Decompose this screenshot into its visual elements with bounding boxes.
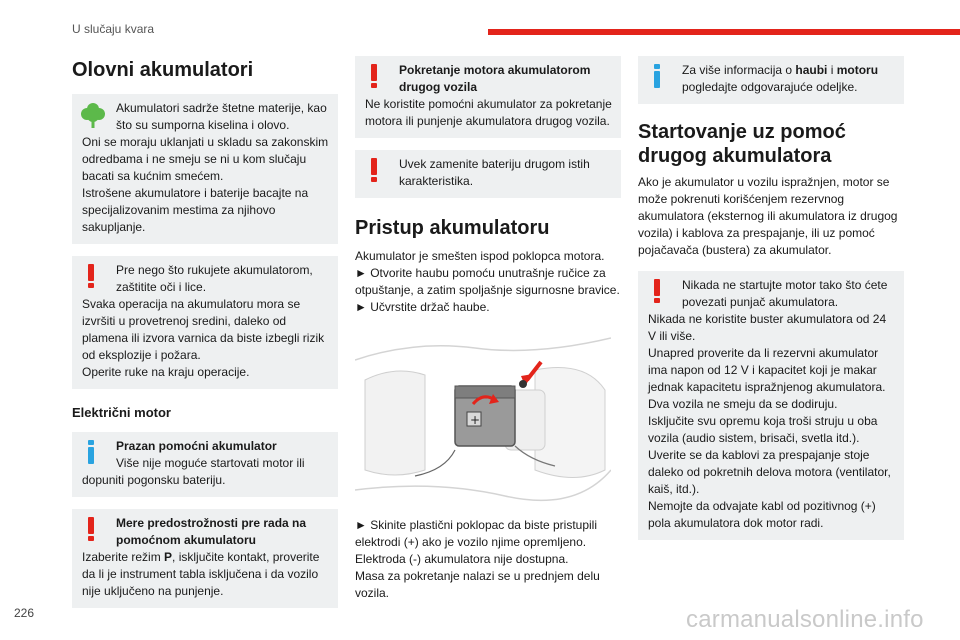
warning-jump-start-lead: Nikada ne startujte motor tako što ćete povezati punjač akumulatora. [682, 278, 888, 309]
warning-other-vehicle-heading: Pokretanje motora akumulatorom drugog vozila [399, 63, 591, 94]
exclamation-icon [363, 63, 385, 89]
ground-location-note: Masa za pokretanje nalazi se u prednjem delu vozila. [355, 569, 600, 600]
step-remove-cover: ► Skinite plastični poklopac da biste pristupili elektrodi (+) ako je vozilo njime opremljeno. [355, 518, 597, 549]
title-jump-start: Startovanje uz pomoć drugog akumulatora [638, 121, 846, 167]
column-1 [72, 52, 338, 608]
info-icon [646, 63, 668, 89]
tree-icon [80, 101, 106, 129]
warning-precautions-heading: Mere predostrožnosti pre rada na pomoćnom akumulatoru [116, 516, 307, 547]
warning-box-precautions [72, 509, 338, 608]
eco-note-text: Oni se moraju uklanjati u skladu sa zakonskim odredbama i ne smeju se ni u kom slučaju bacati sa kućnim smećem. Istrošene akumulatore i baterije bacajte na specijalizovanim mestima za njihovo sakupljanje. [82, 135, 329, 234]
exclamation-icon [80, 516, 102, 542]
jump-start-intro: Ako je akumulator u vozilu ispražnjen, motor se može pokrenuti korišćenjem rezervnog akumulatora (eksternog ili akumulatora iz drugog vozila) i kablova za prespajanje, ili uz pomoć pojačavača (bustera) za akumulator. [638, 175, 898, 257]
exclamation-icon [363, 157, 385, 183]
warning-box-other-vehicle [355, 56, 621, 138]
title-battery-access: Pristup akumulatoru [355, 217, 550, 239]
info-empty-battery-heading: Prazan pomoćni akumulator [116, 439, 277, 453]
warning-other-vehicle-text: Ne koristite pomoćni akumulator za pokretanje motora ili punjenje akumulatora drugog vozila. [365, 97, 612, 128]
info-box-hood-engine [638, 56, 904, 104]
exclamation-icon [646, 278, 668, 304]
warning-jump-start-text: Nikada ne koristite buster akumulatora od 24 V ili više. Unapred proverite da li rezervni akumulator ima napon od 12 V i kapacitet koji je makar jednak kapacitetu ispražnjenog akumulatora. Dva vozila ne smeju da se dodiruju. Isključite svu opremu koja troši struju u oba vozila (audio sistem, brisači, svetla itd.). Uverite se da kablovi za prespajanje stoje daleko od pokretnih delova motora (ventilator, kaiš, itd.). Nemojte da odvajate kabl od pozitivnog (+) pola akumulatora dok motor radi. [648, 312, 891, 530]
info-empty-battery-text: Više nije moguće startovati motor ili dopuniti pogonsku bateriju. [82, 456, 305, 487]
warning-box-jump-start [638, 271, 904, 540]
warning-box-safety [72, 256, 338, 389]
negative-terminal-note: Elektroda (-) akumulatora nije dostupna. [355, 552, 569, 566]
watermark: carmanualsonline.info [686, 606, 924, 633]
title-lead-batteries: Olovni akumulatori [72, 59, 254, 81]
warning-box-replace [355, 150, 621, 198]
section-title: U slučaju kvara [72, 22, 155, 36]
eco-note-box [72, 94, 338, 244]
warning-safety-lead: Pre nego što rukujete akumulatorom, zaštitite oči i lice. [116, 263, 313, 294]
warning-safety-text: Svaka operacija na akumulatoru mora se izvršiti u provetrenoj sredini, daleko od plamena ili izvora varnica da biste izbegli rizik od eksplozije i požara. Operite ruke na kraju operacije. [82, 297, 325, 379]
subtitle-electric-motor: Električni motor [72, 405, 171, 420]
page-number: 226 [14, 606, 35, 620]
step-secure-strut: ► Učvrstite držač haube. [355, 300, 490, 314]
eco-note-lead: Akumulatori sadrže štetne materije, kao što su sumporna kiselina i olovo. [116, 101, 327, 132]
exclamation-icon [80, 263, 102, 289]
column-3 [638, 52, 904, 540]
warning-precautions-text: Izaberite režim P, isključite kontakt, proverite da li je instrument tabla isključena i da vozilo nije uključeno na punjenje. [82, 550, 320, 598]
info-icon [80, 439, 102, 465]
step-open-hood: ► Otvorite haubu pomoću unutrašnje ručice za otpuštanje, a zatim spoljašnje sigurnosne bravice. [355, 266, 620, 297]
svg-text:+: + [470, 413, 481, 427]
column-2 [355, 52, 621, 602]
warning-replace-text: Uvek zamenite bateriju drugom istih karakteristika. [399, 157, 590, 188]
header-accent-bar [488, 29, 960, 35]
info-box-empty-battery [72, 432, 338, 497]
info-hood-engine-text: Za više informacija o haubi i motoru pogledajte odgovarajuće odeljke. [682, 63, 879, 94]
battery-location-text: Akumulator je smešten ispod poklopca motora. [355, 249, 605, 263]
battery-illustration [355, 320, 611, 508]
